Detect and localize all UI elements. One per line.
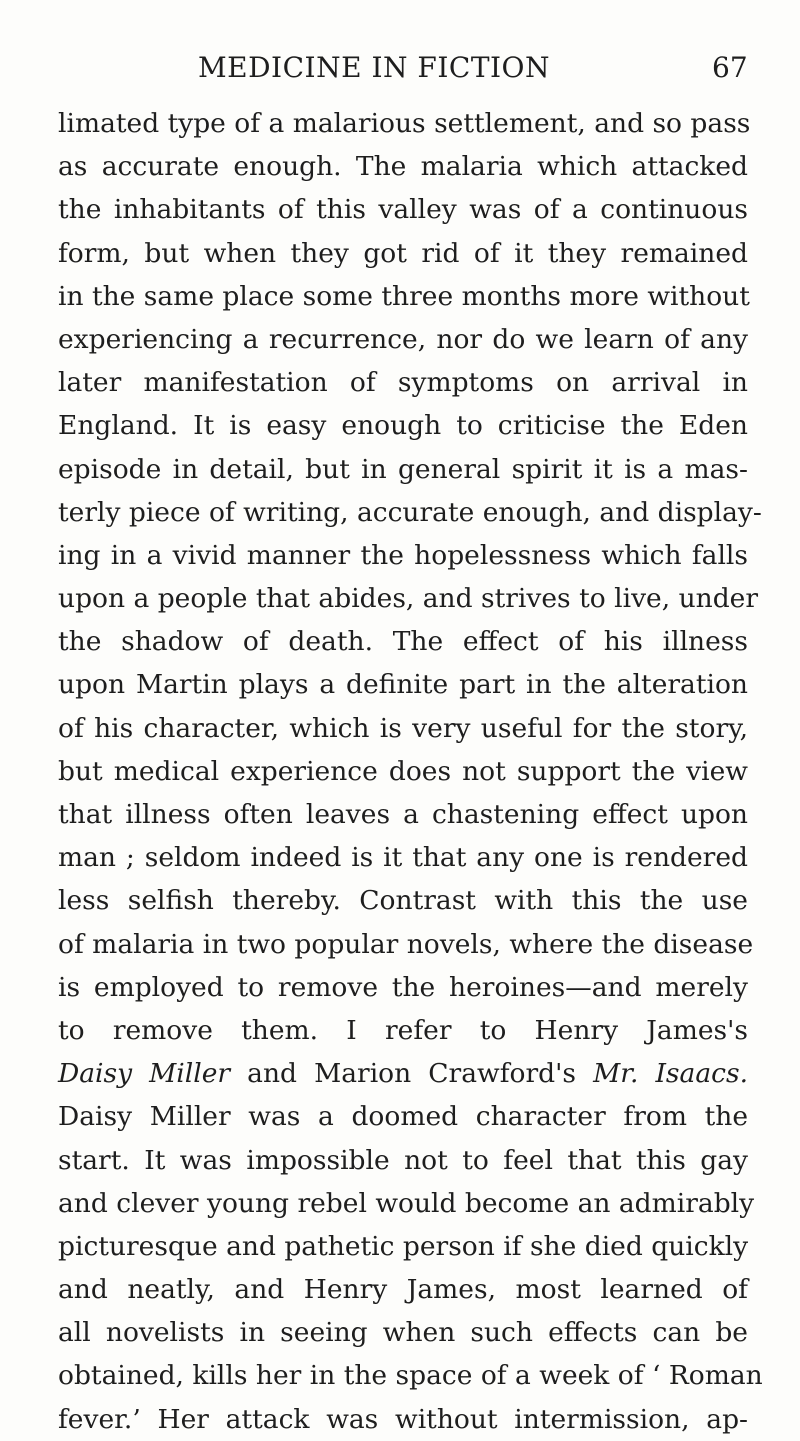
text-line: experiencing a recurrence, nor do we learn of any — [58, 323, 748, 355]
text-line: upon Martin plays a definite part in the alteration — [58, 669, 748, 701]
text-line: episode in detail, but in general spirit it is a mas- — [58, 453, 748, 485]
italic-title-mr-isaacs: Mr. Isaacs. — [593, 1058, 748, 1090]
text-line: terly piece of writing, accurate enough, and display- — [58, 496, 762, 528]
page-number: 67 — [712, 51, 748, 84]
italic-title-daisy-miller: Daisy Miller — [58, 1058, 231, 1090]
running-head-title: MEDICINE IN FICTION — [198, 51, 551, 84]
text-line: less selfish thereby. Contrast with this the use — [58, 885, 748, 917]
text-line: as accurate enough. The malaria which attacked — [58, 151, 748, 183]
text-line: and neatly, and Henry James, most learned of — [58, 1274, 748, 1306]
text-line: man ; seldom indeed is it that any one is rendered — [58, 842, 748, 874]
text-line: all novelists in seeing when such effects can be — [58, 1317, 748, 1349]
text-line-with-titles — [58, 1052, 748, 1095]
text-line: ing in a vivid manner the hopelessness which falls — [58, 539, 748, 571]
text-line: and clever young rebel would become an admirably — [58, 1187, 755, 1219]
text-line: upon a people that abides, and strives to live, under — [58, 583, 759, 615]
text-line: obtained, kills her in the space of a week of ‘ Roman — [58, 1360, 763, 1392]
body-text — [58, 102, 763, 1441]
text-line: form, but when they got rid of it they remained — [58, 237, 748, 269]
running-head — [0, 48, 800, 88]
text-line: fever.’ Her attack was without intermission, ap- — [58, 1403, 748, 1435]
text-line: to remove them. I refer to Henry James's — [58, 1014, 748, 1046]
text-line: of malaria in two popular novels, where the disease — [58, 928, 754, 960]
text-line: limated type of a malarious settlement, and so pass — [58, 108, 751, 139]
text-fragment: and Marion Crawford's — [230, 1058, 594, 1090]
text-line: the shadow of death. The effect of his illness — [58, 626, 748, 658]
text-line: England. It is easy enough to criticise the Eden — [58, 410, 748, 442]
text-line: of his character, which is very useful for the story, — [58, 712, 748, 744]
text-line: Daisy Miller was a doomed character from the — [58, 1101, 748, 1133]
text-line: the inhabitants of this valley was of a continuous — [58, 194, 748, 226]
text-line: later manifestation of symptoms on arrival in — [58, 367, 748, 399]
text-line: picturesque and pathetic person if she died quickly — [58, 1230, 749, 1262]
text-line: that illness often leaves a chastening effect upon — [58, 799, 748, 830]
text-line: in the same place some three months more without — [58, 280, 750, 312]
text-line: start. It was impossible not to feel that this gay — [58, 1144, 748, 1176]
text-line: is employed to remove the heroines—and merely — [58, 971, 748, 1003]
text-line: but medical experience does not support the view — [58, 755, 748, 787]
